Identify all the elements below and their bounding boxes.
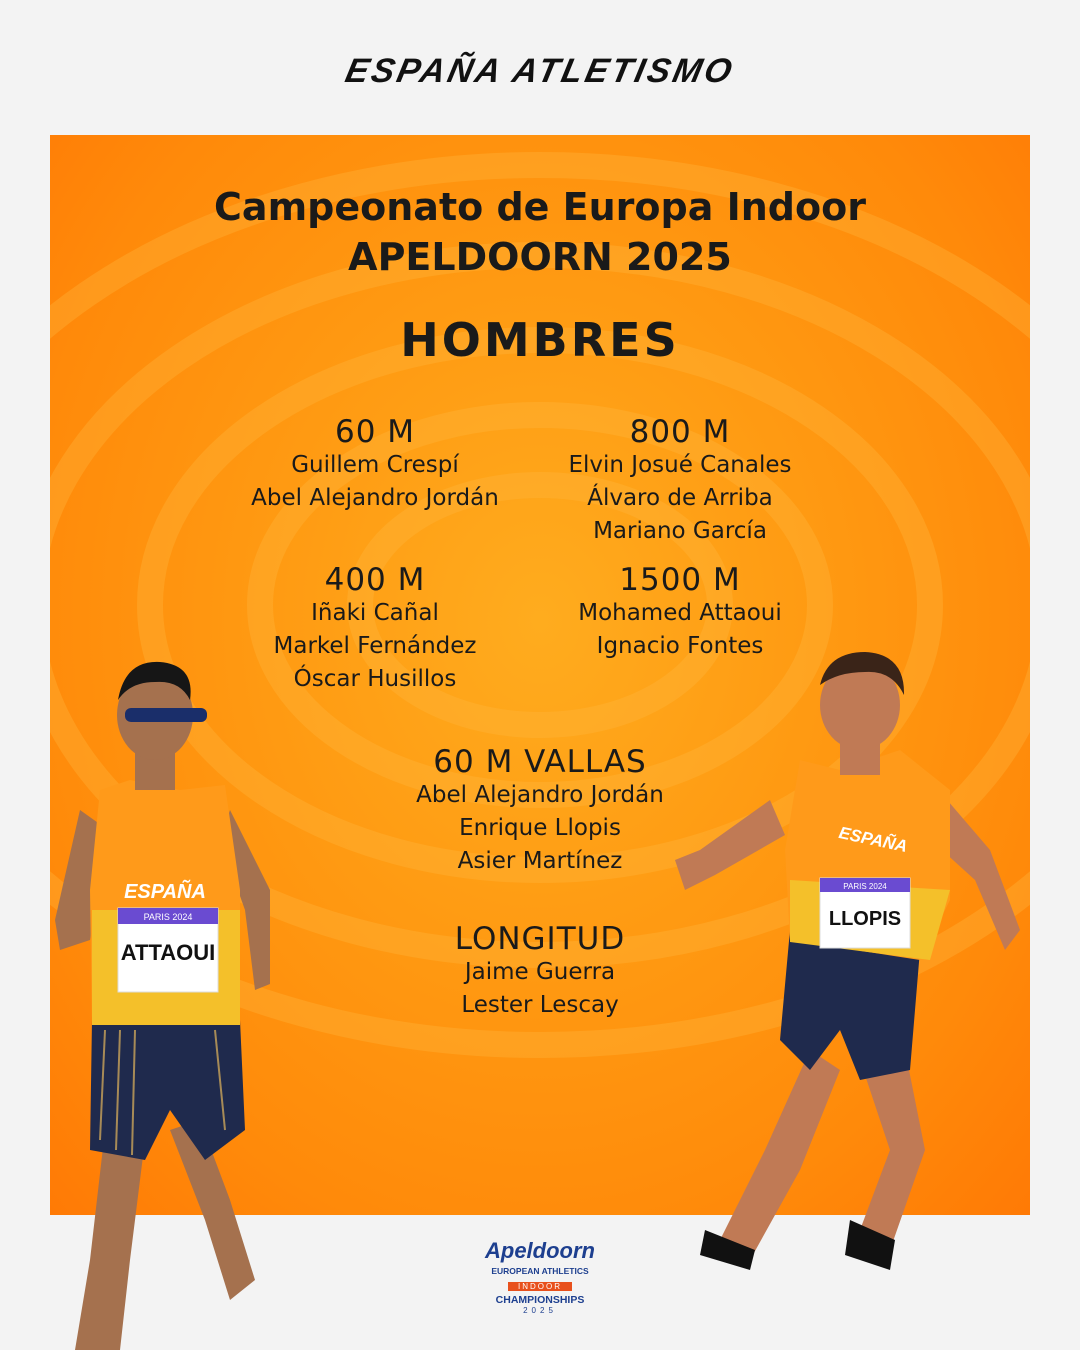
runner-right-illustration bbox=[660, 650, 1060, 1280]
athlete-name: Markel Fernández bbox=[273, 633, 477, 659]
athlete-name: Lester Lescay bbox=[461, 992, 619, 1018]
athlete-name: Jaime Guerra bbox=[464, 959, 616, 985]
athlete-name: Mariano García bbox=[593, 518, 767, 544]
runner-left-illustration bbox=[30, 660, 270, 1350]
event-name: 60 M bbox=[334, 414, 416, 450]
event-name: 60 M VALLAS bbox=[433, 744, 647, 780]
logo-event: CHAMPIONSHIPS bbox=[495, 1294, 585, 1306]
runner-left-games: PARIS 2024 bbox=[143, 912, 193, 922]
event-400m bbox=[225, 563, 525, 696]
runner-left-bib: ATTAOUI bbox=[120, 940, 216, 965]
event-60m bbox=[225, 415, 525, 515]
athlete-name: Guillem Crespí bbox=[291, 452, 459, 478]
athlete-name: Enrique Llopis bbox=[459, 815, 621, 841]
brand-wordmark: ESPAÑA ATLETISMO bbox=[342, 52, 739, 90]
event-800m bbox=[530, 415, 830, 548]
athlete-name: Asier Martínez bbox=[457, 848, 623, 874]
athlete-name: Mohamed Attaoui bbox=[578, 600, 782, 626]
championship-logo bbox=[480, 1238, 600, 1315]
event-long-jump bbox=[380, 922, 700, 1022]
event-name: 1500 M bbox=[619, 562, 741, 598]
runner-left-jersey: ESPAÑA bbox=[124, 881, 206, 903]
championship-location: APELDOORN 2025 bbox=[348, 235, 732, 279]
runner-right-bib: LLOPIS bbox=[828, 908, 902, 930]
logo-year: 2025 bbox=[523, 1306, 557, 1315]
athlete-name: Elvin Josué Canales bbox=[568, 452, 792, 478]
athlete-name: Óscar Husillos bbox=[293, 666, 457, 692]
championship-title: Campeonato de Europa Indoor bbox=[214, 185, 866, 229]
section-title: HOMBRES bbox=[400, 313, 680, 367]
runner-right-games: PARIS 2024 bbox=[843, 882, 887, 891]
logo-city: Apeldoorn bbox=[485, 1238, 595, 1263]
athlete-name: Iñaki Cañal bbox=[311, 600, 439, 626]
event-name: LONGITUD bbox=[454, 921, 626, 957]
event-1500m bbox=[530, 563, 830, 663]
event-60m-hurdles bbox=[380, 745, 700, 878]
event-name: 800 M bbox=[629, 414, 731, 450]
logo-type: INDOOR bbox=[508, 1282, 572, 1291]
event-name: 400 M bbox=[324, 562, 426, 598]
athlete-name: Abel Alejandro Jordán bbox=[251, 485, 499, 511]
athlete-name: Ignacio Fontes bbox=[596, 633, 764, 659]
athlete-name: Álvaro de Arriba bbox=[587, 485, 773, 511]
logo-org: EUROPEAN ATHLETICS bbox=[491, 1266, 589, 1276]
athlete-name: Abel Alejandro Jordán bbox=[416, 782, 664, 808]
runner-right-jersey: ESPAÑA bbox=[837, 823, 910, 857]
